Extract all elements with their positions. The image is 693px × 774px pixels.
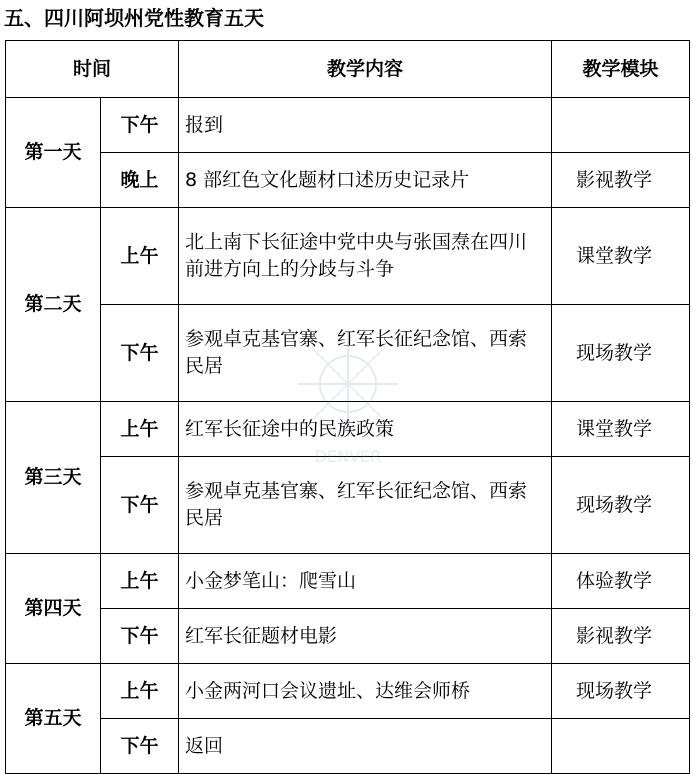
content-cell: 报到 xyxy=(179,98,552,153)
table-row xyxy=(6,719,690,774)
module-cell: 现场教学 xyxy=(552,457,690,554)
content-cell: 参观卓克基官寨、红军长征纪念馆、西索民居 xyxy=(179,305,552,402)
period-label: 下午 xyxy=(101,305,179,402)
table-header-row xyxy=(6,41,690,98)
module-cell: 影视教学 xyxy=(552,153,690,208)
period-label: 下午 xyxy=(101,609,179,664)
period-label: 上午 xyxy=(101,664,179,719)
watermark-text: DENVER xyxy=(314,447,382,466)
content-cell: 8 部红色文化题材口述历史记录片 xyxy=(179,153,552,208)
module-cell: 课堂教学 xyxy=(552,402,690,457)
period-label: 下午 xyxy=(101,457,179,554)
table-row xyxy=(6,98,690,153)
content-cell: 北上南下长征途中党中央与张国焘在四川前进方向上的分歧与斗争 xyxy=(179,208,552,305)
table-row xyxy=(6,402,690,457)
module-cell: 课堂教学 xyxy=(552,208,690,305)
module-cell: 现场教学 xyxy=(552,305,690,402)
header-content: 教学内容 xyxy=(179,41,552,98)
content-cell: 红军长征题材电影 xyxy=(179,609,552,664)
module-cell: 影视教学 xyxy=(552,609,690,664)
content-cell: 小金梦笔山：爬雪山 xyxy=(179,554,552,609)
period-label: 晚上 xyxy=(101,153,179,208)
content-cell: 参观卓克基官寨、红军长征纪念馆、西索民居 xyxy=(179,457,552,554)
table-row xyxy=(6,609,690,664)
day-label: 第五天 xyxy=(6,664,101,774)
day-label: 第四天 xyxy=(6,554,101,664)
schedule-table xyxy=(5,40,690,774)
day-label: 第二天 xyxy=(6,208,101,402)
module-cell xyxy=(552,98,690,153)
table-row xyxy=(6,153,690,208)
table-row xyxy=(6,457,690,554)
table-row xyxy=(6,305,690,402)
period-label: 下午 xyxy=(101,98,179,153)
content-cell: 小金两河口会议遗址、达维会师桥 xyxy=(179,664,552,719)
table-row xyxy=(6,554,690,609)
day-label: 第三天 xyxy=(6,402,101,554)
period-label: 上午 xyxy=(101,402,179,457)
day-label: 第一天 xyxy=(6,98,101,208)
content-cell: 返回 xyxy=(179,719,552,774)
section-heading: 五、四川阿坝州党性教育五天 xyxy=(4,6,264,30)
period-label: 下午 xyxy=(101,719,179,774)
header-time: 时间 xyxy=(6,41,179,98)
module-cell: 体验教学 xyxy=(552,554,690,609)
table-row xyxy=(6,208,690,305)
header-module: 教学模块 xyxy=(552,41,690,98)
table-row xyxy=(6,664,690,719)
module-cell xyxy=(552,719,690,774)
period-label: 上午 xyxy=(101,208,179,305)
module-cell: 现场教学 xyxy=(552,664,690,719)
period-label: 上午 xyxy=(101,554,179,609)
content-cell: 红军长征途中的民族政策 xyxy=(179,402,552,457)
